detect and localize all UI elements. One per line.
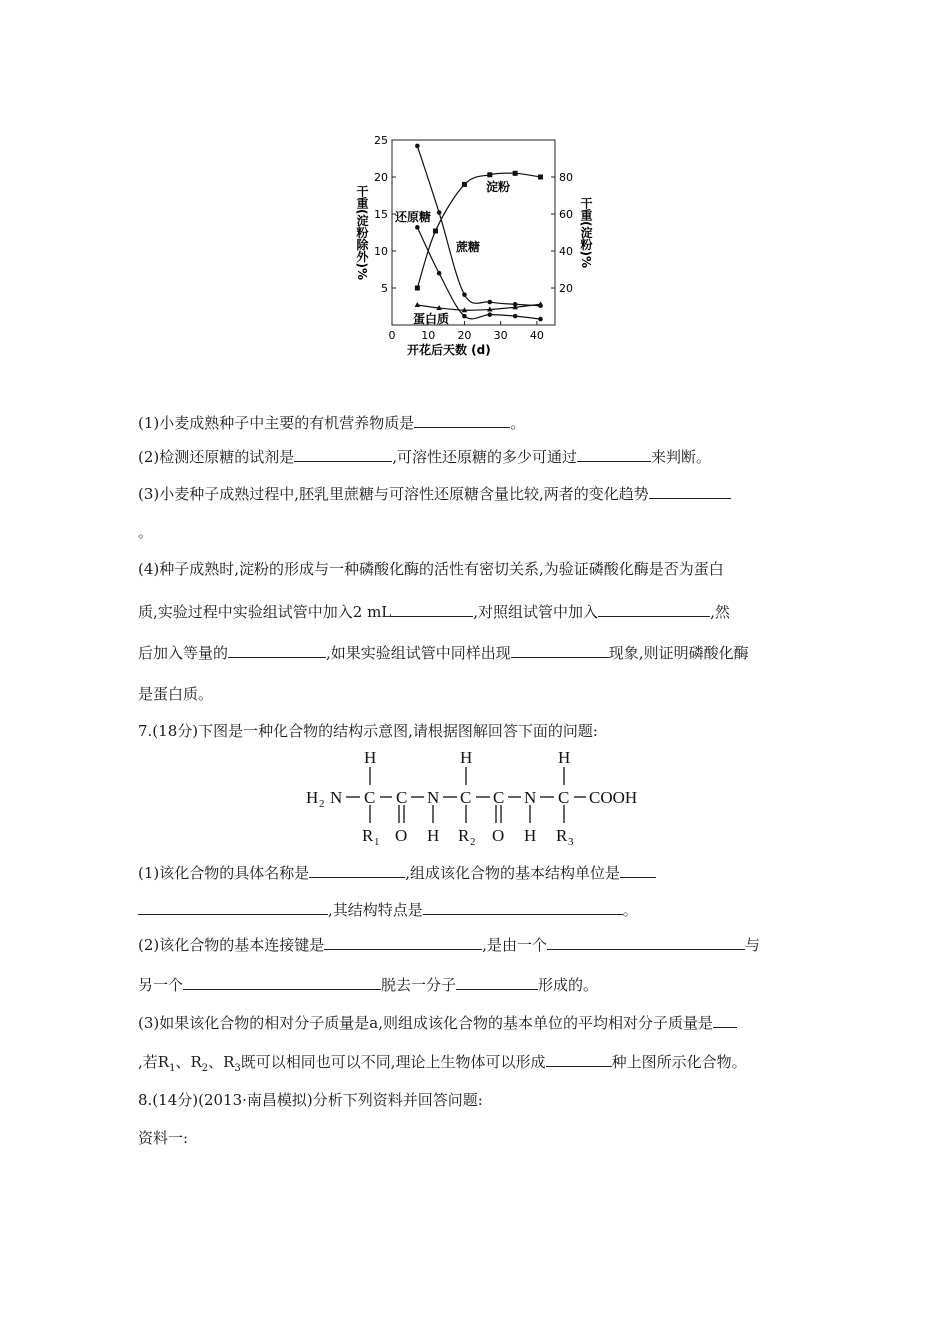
data-point-circle <box>462 292 467 297</box>
plot-frame <box>392 140 555 325</box>
q7-part3-line2 <box>138 1051 747 1074</box>
x-tick-label: 40 <box>529 329 544 342</box>
q7-part3-text3: 既可以相同也可以不同,理论上生物体可以形成 <box>240 1053 546 1071</box>
tripeptide-structure <box>300 745 660 855</box>
series-label-sucrose: 蔗糖 <box>456 240 481 254</box>
q7-part2-end: 形成的。 <box>538 976 599 994</box>
q6-part1 <box>138 412 525 433</box>
answer-blank[interactable] <box>294 447 392 462</box>
y-left-tick-label: 10 <box>374 245 388 258</box>
answer-blank[interactable] <box>598 602 710 617</box>
q6-part4-text3b: ,如果实验组试管中同样出现 <box>326 644 511 662</box>
q6-part3-end <box>138 521 153 542</box>
r-group-3: R <box>556 826 568 845</box>
q7-part3-text1: (3)如果该化合物的相对分子质量是a,则组成该化合物的基本单位的平均相对分子质量是 <box>138 1014 713 1032</box>
atom-c: C <box>364 788 376 807</box>
atom-h: H <box>460 748 473 767</box>
amino-group-n: N <box>330 788 343 807</box>
q6-part4-text2c: ,然 <box>710 603 730 621</box>
data-point-circle <box>538 317 543 322</box>
atom-h: H <box>558 748 571 767</box>
y-right-tick-label: 60 <box>559 208 573 221</box>
q7-part1-end: 。 <box>622 901 638 919</box>
q6-part3-text: (3)小麦种子成熟过程中,胚乳里蔗糖与可溶性还原糖含量比较,两者的变化趋势 <box>138 485 649 503</box>
atom-h: H <box>427 826 440 845</box>
x-tick-label: 30 <box>493 329 508 342</box>
atom-c: C <box>558 788 570 807</box>
q8-title-text: 8.(14分)(2013·南昌模拟)分析下列资料并回答问题: <box>138 1091 483 1109</box>
q7-part3-sep1: 、R <box>175 1053 202 1071</box>
wheat-seed-chart <box>340 125 593 365</box>
y-left-tick-label: 5 <box>381 282 388 295</box>
q7-part2-text4: 另一个 <box>138 976 184 994</box>
y-left-tick-label: 15 <box>374 208 388 221</box>
q6-part4-text2a: 质,实验过程中实验组试管中加入2 mL <box>138 603 392 621</box>
q6-part2 <box>138 446 711 467</box>
series-label-reducing-sugar: 还原糖 <box>395 210 432 224</box>
x-tick-label: 20 <box>457 329 472 342</box>
answer-blank[interactable] <box>649 484 731 499</box>
chart-ticks <box>374 134 573 342</box>
r3-subscript: 3 <box>234 1063 241 1074</box>
series-label-starch: 淀粉 <box>486 180 511 194</box>
atom-n: N <box>427 788 440 807</box>
data-point-circle <box>488 300 493 305</box>
r1-subscript: 1 <box>169 1063 176 1074</box>
q7-title <box>138 720 598 741</box>
data-point-triangle <box>415 302 421 307</box>
data-point-square <box>415 286 420 291</box>
atom-h: H <box>364 748 377 767</box>
y-left-tick-label: 25 <box>374 134 388 147</box>
q7-part3-sep2: 、R <box>208 1053 235 1071</box>
data-point-circle <box>415 225 420 230</box>
answer-blank[interactable] <box>324 935 482 950</box>
answer-blank[interactable] <box>620 863 656 878</box>
q7-part2-text1: (2)该化合物的基本连接键是 <box>138 936 325 954</box>
q6-part4-text1: (4)种子成熟时,淀粉的形成与一种磷酸化酶的活性有密切关系,为验证磷酸化酶是否为蛋白 <box>138 560 724 578</box>
r-group-2: R <box>458 826 470 845</box>
answer-blank[interactable] <box>713 1013 737 1028</box>
chart-axes <box>392 140 555 325</box>
answer-blank[interactable] <box>577 447 651 462</box>
y-left-tick-label: 20 <box>374 171 388 184</box>
y-right-tick-label: 40 <box>559 245 573 258</box>
answer-blank[interactable] <box>228 643 326 658</box>
data-point-square <box>538 175 543 180</box>
data-point-square <box>487 172 492 177</box>
data-point-circle <box>437 271 442 276</box>
q7-part2-line1 <box>138 934 760 955</box>
q6-part3 <box>138 483 731 504</box>
carboxyl-group: COOH <box>589 788 638 807</box>
data-point-square <box>513 171 518 176</box>
q7-part1-line2 <box>138 899 638 920</box>
amino-group-sub: 2 <box>319 798 325 810</box>
q7-part1-text2: ,组成该化合物的基本结构单位是 <box>405 864 621 882</box>
data-point-circle <box>437 210 442 215</box>
q7-part3-text2: ,若R <box>138 1053 170 1071</box>
answer-blank[interactable] <box>456 975 538 990</box>
x-tick-label: 0 <box>388 329 396 342</box>
q7-part2-text2: ,是由一个 <box>482 936 548 954</box>
atom-h: H <box>524 826 537 845</box>
q6-part4-line4 <box>138 683 213 704</box>
q6-part4-text2b: ,对照组试管中加入 <box>473 603 599 621</box>
r2-subscript: 2 <box>201 1063 209 1074</box>
q7-part2-line2 <box>138 974 598 995</box>
atom-c: C <box>460 788 472 807</box>
answer-blank[interactable] <box>391 602 473 617</box>
q6-part2-text: (2)检测还原糖的试剂是 <box>138 448 295 466</box>
answer-blank[interactable] <box>546 1052 612 1067</box>
q6-part3-period: 。 <box>138 523 154 541</box>
data-point-triangle <box>538 301 544 306</box>
x-tick-label: 10 <box>421 329 436 342</box>
data-point-circle <box>513 314 518 319</box>
q8-material-label: 资料一: <box>138 1129 189 1147</box>
q6-part1-text: (1)小麦成熟种子中主要的有机营养物质是 <box>138 414 415 432</box>
q7-part3-end: 种上图所示化合物。 <box>611 1053 747 1071</box>
q6-part4-line1 <box>138 558 724 579</box>
q6-part4-line3 <box>138 642 749 663</box>
answer-blank[interactable] <box>138 900 328 915</box>
y-right-tick-label: 80 <box>559 171 573 184</box>
r-group-1-sub: 1 <box>374 836 380 848</box>
atom-n: N <box>524 788 537 807</box>
q6-part4-text4: 是蛋白质。 <box>138 685 214 703</box>
q8-material <box>138 1127 188 1148</box>
q7-title-text: 7.(18分)下图是一种化合物的结构示意图,请根据图解回答下面的问题: <box>138 722 598 740</box>
data-point-circle <box>415 144 420 149</box>
data-point-square <box>462 182 467 187</box>
atom-o: O <box>492 826 505 845</box>
q6-part2-mid: ,可溶性还原糖的多少可通过 <box>392 448 578 466</box>
series-line-1 <box>417 146 540 306</box>
q8-title <box>138 1089 483 1110</box>
q7-part2-text5: 脱去一分子 <box>381 976 457 994</box>
q7-part1-text1: (1)该化合物的具体名称是 <box>138 864 310 882</box>
data-point-circle <box>462 314 467 319</box>
y-right-label: 干重(淀粉)% <box>579 197 593 268</box>
q6-part4-text3a: 后加入等量的 <box>138 644 229 662</box>
q7-part3-line1 <box>138 1012 737 1033</box>
answer-blank[interactable] <box>423 900 623 915</box>
data-point-circle <box>488 312 493 317</box>
r-group-2-sub: 2 <box>470 836 476 848</box>
atom-c: C <box>493 788 505 807</box>
atom-c: C <box>396 788 408 807</box>
y-right-tick-label: 20 <box>559 282 573 295</box>
r-group-1: R <box>362 826 374 845</box>
amino-group-h: H <box>306 788 319 807</box>
answer-blank[interactable] <box>547 935 745 950</box>
answer-blank[interactable] <box>309 863 405 878</box>
q7-part2-text3: 与 <box>745 936 761 954</box>
q7-part1-line1 <box>138 862 656 883</box>
q7-part1-text3: ,其结构特点是 <box>328 901 423 919</box>
r-group-3-sub: 3 <box>568 836 574 848</box>
q6-part1-end: 。 <box>510 414 526 432</box>
q6-part4-line2 <box>138 601 730 622</box>
y-left-label: 干重(淀粉除外)% <box>355 185 369 280</box>
answer-blank[interactable] <box>183 975 381 990</box>
x-axis-label: 开花后天数 (d) <box>407 343 491 357</box>
series-label-protein: 蛋白质 <box>413 312 450 326</box>
atom-o: O <box>395 826 408 845</box>
answer-blank[interactable] <box>511 643 609 658</box>
data-point-square <box>433 229 438 234</box>
chart-series <box>415 144 544 322</box>
q6-part2-end: 来判断。 <box>651 448 712 466</box>
answer-blank[interactable] <box>414 413 510 428</box>
q6-part4-text3c: 现象,则证明磷酸化酶 <box>608 644 749 662</box>
